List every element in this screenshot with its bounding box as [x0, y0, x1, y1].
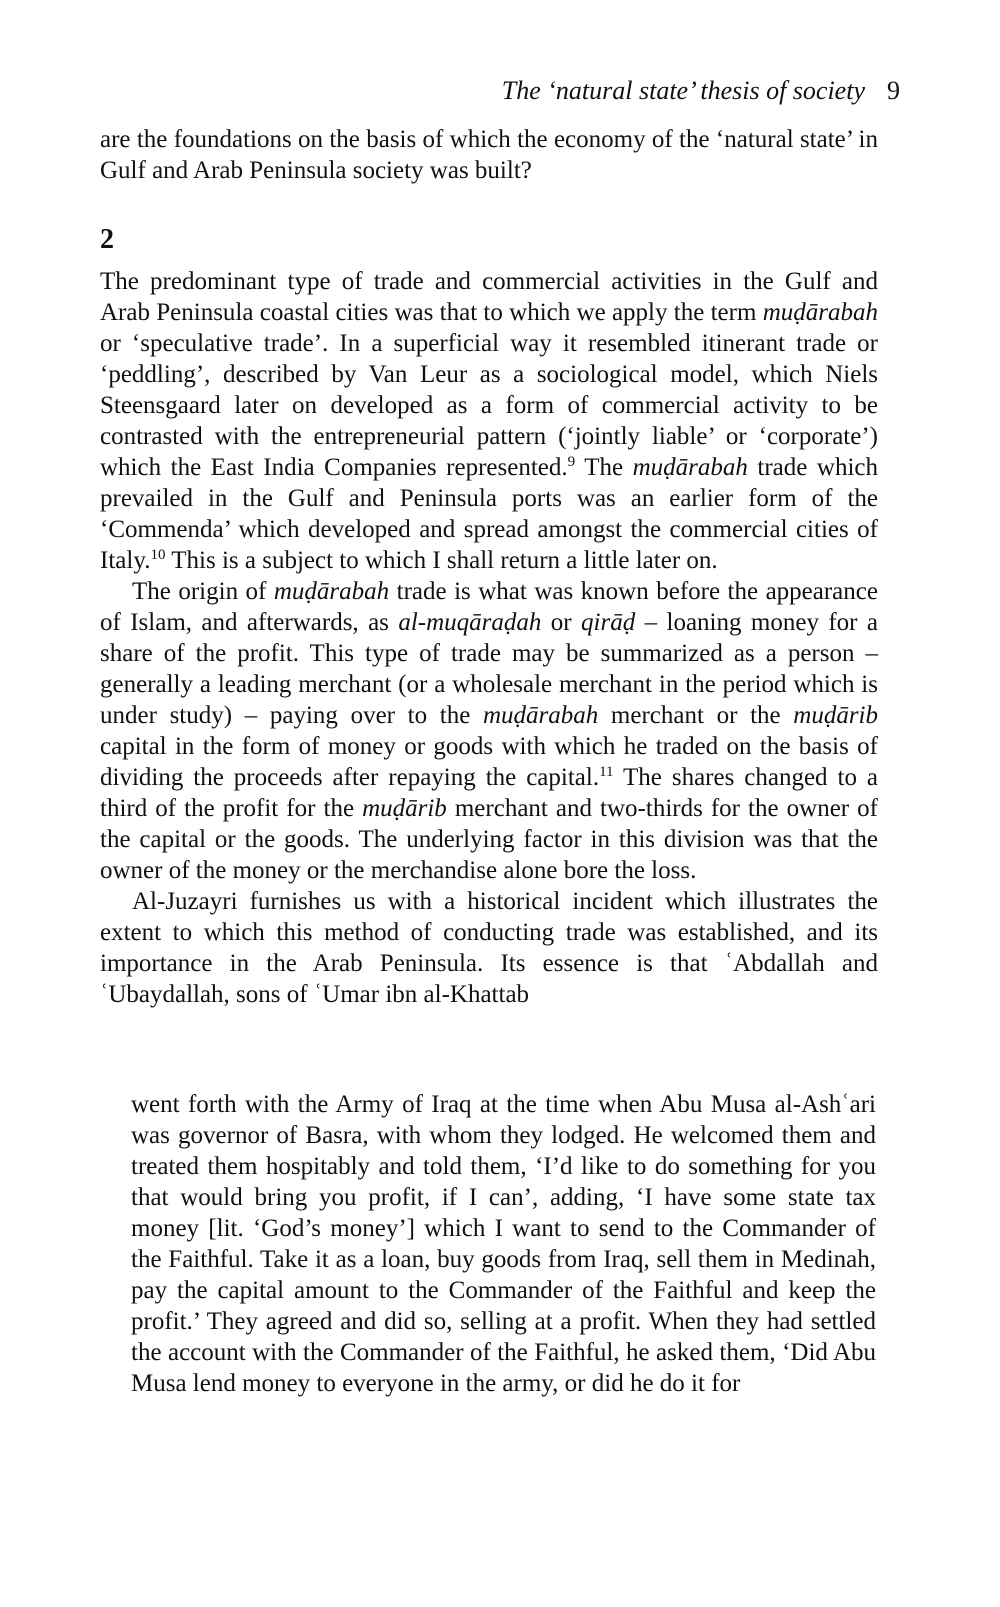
page-number: 9: [887, 76, 900, 105]
text-run: The predominant type of trade and commercial activities in the Gulf and Arab Peninsula coastal cities was that to which we apply the term: [100, 268, 878, 326]
text-run: trade is what was known before the appearance of Islam, and afterwards, as: [100, 578, 878, 636]
text-run: merchant or the: [598, 702, 794, 729]
italic-term: qirāḍ: [581, 609, 636, 636]
italic-term: muḍārib: [362, 795, 447, 822]
text-run: merchant and two-thirds for the owner of the capital or the goods. The underlying factor in this division was that the owner of the money or the merchandise alone bore the loss.: [100, 795, 878, 884]
italic-term: muḍārabah: [273, 578, 390, 605]
continued-paragraph: are the foundations on the basis of which the economy of the ‘natural state’ in Gulf and Arab Peninsula society was built?: [100, 126, 878, 184]
section-number: 2: [100, 224, 114, 255]
running-title: The ‘natural state’ thesis of society: [501, 76, 865, 105]
running-header: [502, 74, 900, 108]
text-run: The origin of: [132, 578, 274, 605]
italic-term: muḍārabah: [762, 299, 878, 326]
text-run: or ‘speculative trade’. In a superficial way it resembled itinerant trade or ‘peddling’, described by Van Leur as a sociological model, which Niels Steensgaard later on developed as a form of commercial activity to be contrasted with the entrepreneurial pattern (‘jointly liable’ or ‘corporate’) which the East India Companies represented.: [100, 330, 878, 481]
italic-term: muḍārabah: [482, 702, 599, 729]
footnote-ref: 10: [150, 547, 166, 563]
text-run: capital in the form of money or goods with which he traded on the basis of dividing the proceeds after repaying the capital.: [100, 733, 878, 791]
block-quote-text: went forth with the Army of Iraq at the time when Abu Musa al-Ashʿari was governor of Basra, with whom they lodged. He welcomed them and treated them hospitably and told them, ‘I’d like to do something for you that would bring you profit, if I can’, adding, ‘I have some state tax money [lit. ‘God’s money’] which I want to send to the Commander of the Faithful. Take it as a loan, buy goods from Iraq, sell them in Medinah, pay the capital amount to the Commander of the Faithful and keep the profit.’ They agreed and did so, selling at a profit. When they had settled the account with the Commander of the Faithful, he asked them, ‘Did Abu Musa lend money to everyone in the army, or did he do it for: [131, 1091, 876, 1397]
text-run: or: [541, 609, 582, 636]
italic-term: muḍārib: [793, 702, 878, 729]
block-quote: [131, 1089, 876, 1399]
text-run: The: [575, 454, 633, 481]
main-text-block: [100, 266, 878, 1010]
footnote-ref: 11: [599, 764, 614, 780]
opening-text-block: [100, 124, 878, 186]
italic-term: muḍārabah: [632, 454, 748, 481]
paragraph-1: [100, 266, 878, 576]
paragraph-3: Al-Juzayri furnishes us with a historical incident which illustrates the extent to which this method of conducting trade was established, and its importance in the Arab Peninsula. Its essence is that ʿAbdallah and ʿUbaydallah, sons of ʿUmar ibn al-Khattab: [100, 888, 878, 1008]
text-run: This is a subject to which I shall return a little later on.: [165, 547, 718, 574]
text-run: The shares changed to a third of the profit for the: [100, 764, 878, 822]
text-run: trade which prevailed in the Gulf and Peninsula ports was an earlier form of the ‘Commenda’ which developed and spread amongst the commercial cities of Italy.: [100, 454, 878, 574]
text-run: – loaning money for a share of the profit. This type of trade may be summarized as a person – generally a leading merchant (or a wholesale merchant in the period which is under study) – paying over to the: [100, 609, 878, 729]
italic-term: al-muqāraḍah: [398, 609, 542, 636]
paragraph-2: [100, 576, 878, 886]
footnote-ref: 9: [567, 454, 576, 470]
